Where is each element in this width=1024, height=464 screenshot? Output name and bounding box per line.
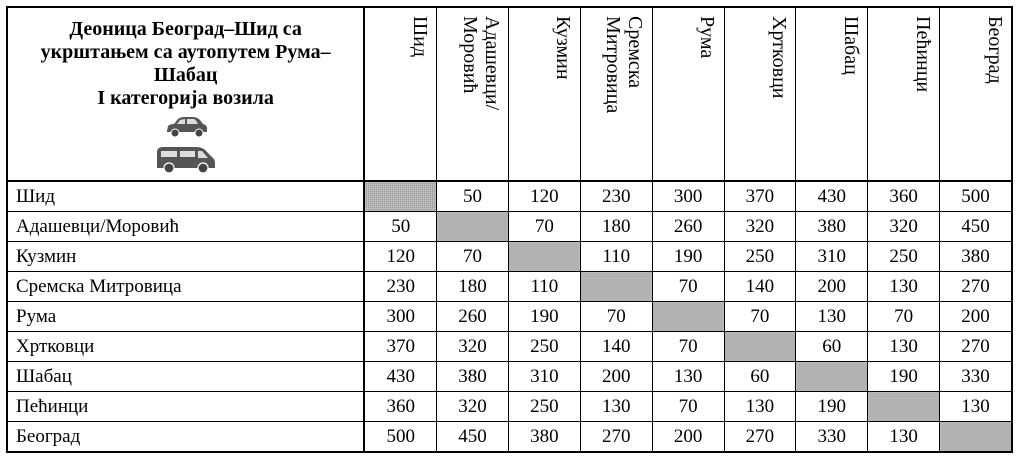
table-row — [7, 422, 1012, 453]
price-cell: 360 — [364, 392, 436, 422]
row-label: Пећинци — [7, 392, 364, 422]
price-cell: 250 — [724, 242, 796, 272]
table-title — [8, 8, 363, 110]
table-title-cell — [7, 7, 364, 181]
price-cell: 430 — [364, 362, 436, 392]
price-cell: 130 — [724, 392, 796, 422]
vehicle-icons — [8, 116, 363, 174]
column-header-label: Шид — [408, 16, 431, 58]
price-cell: 70 — [652, 272, 724, 302]
price-cell: 310 — [508, 362, 580, 392]
price-cell: 320 — [437, 332, 509, 362]
price-cell: 120 — [508, 181, 580, 212]
price-cell: 270 — [724, 422, 796, 453]
price-cell: 130 — [868, 422, 940, 453]
price-cell: 120 — [364, 242, 436, 272]
column-header-label: Кузмин — [552, 16, 575, 80]
price-cell: 50 — [364, 212, 436, 242]
row-label: Хртковци — [7, 332, 364, 362]
price-cell: 130 — [868, 272, 940, 302]
price-cell: 70 — [724, 302, 796, 332]
price-cell: 70 — [868, 302, 940, 332]
column-header — [508, 7, 580, 181]
price-cell: 250 — [868, 242, 940, 272]
column-header-label: Пећинци — [911, 16, 934, 93]
price-cell: 130 — [868, 332, 940, 362]
title-line: Деоница Београд–Шид са — [69, 18, 302, 40]
diagonal-blank-cell — [724, 332, 796, 362]
row-label: Београд — [7, 422, 364, 453]
price-cell: 320 — [868, 212, 940, 242]
table-row — [7, 302, 1012, 332]
column-header — [652, 7, 724, 181]
price-cell: 50 — [437, 181, 509, 212]
title-line: укрштањем са аутопутем Рума– — [40, 41, 331, 63]
column-header — [437, 7, 509, 181]
diagonal-blank-cell — [508, 242, 580, 272]
price-cell: 200 — [580, 362, 652, 392]
price-cell: 60 — [796, 332, 868, 362]
price-cell: 200 — [652, 422, 724, 453]
van-icon — [155, 144, 217, 174]
column-header — [580, 7, 652, 181]
price-cell: 380 — [796, 212, 868, 242]
row-label: Шид — [7, 181, 364, 212]
price-cell: 380 — [437, 362, 509, 392]
price-cell: 190 — [652, 242, 724, 272]
title-line: I категорија возила — [97, 87, 274, 109]
price-cell: 370 — [724, 181, 796, 212]
price-cell: 450 — [940, 212, 1012, 242]
price-cell: 140 — [724, 272, 796, 302]
column-header — [724, 7, 796, 181]
price-cell: 70 — [652, 392, 724, 422]
row-label: Сремска Митровица — [7, 272, 364, 302]
row-label: Адашевци/Моровић — [7, 212, 364, 242]
price-cell: 130 — [652, 362, 724, 392]
price-cell: 270 — [940, 332, 1012, 362]
table-row — [7, 181, 1012, 212]
price-cell: 70 — [437, 242, 509, 272]
diagonal-blank-cell — [868, 392, 940, 422]
title-line: Шабац — [153, 64, 218, 86]
price-cell: 250 — [508, 332, 580, 362]
price-cell: 180 — [437, 272, 509, 302]
diagonal-blank-cell — [364, 181, 436, 212]
price-cell: 500 — [940, 181, 1012, 212]
price-cell: 360 — [868, 181, 940, 212]
toll-table — [6, 6, 1013, 453]
price-cell: 380 — [940, 242, 1012, 272]
header-row — [7, 7, 1012, 181]
price-cell: 110 — [580, 242, 652, 272]
price-cell: 190 — [868, 362, 940, 392]
column-header-label: Адашевци/ Моровић — [458, 16, 503, 111]
table-row — [7, 332, 1012, 362]
price-cell: 270 — [580, 422, 652, 453]
diagonal-blank-cell — [796, 362, 868, 392]
price-cell: 130 — [580, 392, 652, 422]
price-cell: 270 — [940, 272, 1012, 302]
price-cell: 60 — [724, 362, 796, 392]
price-cell: 300 — [652, 181, 724, 212]
price-cell: 230 — [364, 272, 436, 302]
table-row — [7, 362, 1012, 392]
price-cell: 450 — [437, 422, 509, 453]
price-cell: 500 — [364, 422, 436, 453]
price-cell: 200 — [940, 302, 1012, 332]
price-cell: 430 — [796, 181, 868, 212]
table-row — [7, 392, 1012, 422]
price-cell: 330 — [940, 362, 1012, 392]
price-cell: 380 — [508, 422, 580, 453]
column-header-label: Рума — [696, 16, 719, 59]
price-cell: 310 — [796, 242, 868, 272]
price-cell: 320 — [437, 392, 509, 422]
diagonal-blank-cell — [580, 272, 652, 302]
price-cell: 190 — [796, 392, 868, 422]
price-cell: 140 — [580, 332, 652, 362]
table-row — [7, 242, 1012, 272]
price-cell: 110 — [508, 272, 580, 302]
price-cell: 300 — [364, 302, 436, 332]
column-header-label: Хртковци — [767, 16, 790, 99]
price-cell: 130 — [940, 392, 1012, 422]
car-icon — [163, 116, 209, 138]
table-row — [7, 272, 1012, 302]
price-cell: 370 — [364, 332, 436, 362]
price-cell: 230 — [580, 181, 652, 212]
price-cell: 190 — [508, 302, 580, 332]
price-cell: 260 — [652, 212, 724, 242]
price-cell: 200 — [796, 272, 868, 302]
price-cell: 70 — [508, 212, 580, 242]
row-label: Рума — [7, 302, 364, 332]
price-cell: 250 — [508, 392, 580, 422]
column-header-label: Сремска Митровица — [602, 16, 647, 114]
table-row — [7, 212, 1012, 242]
price-cell: 70 — [580, 302, 652, 332]
diagonal-blank-cell — [652, 302, 724, 332]
column-header-label: Београд — [983, 16, 1006, 84]
column-header — [364, 7, 436, 181]
diagonal-blank-cell — [437, 212, 509, 242]
row-label: Шабац — [7, 362, 364, 392]
price-cell: 70 — [652, 332, 724, 362]
price-cell: 260 — [437, 302, 509, 332]
price-cell: 130 — [796, 302, 868, 332]
table-body — [7, 181, 1012, 452]
row-label: Кузмин — [7, 242, 364, 272]
price-cell: 320 — [724, 212, 796, 242]
column-header — [940, 7, 1012, 181]
column-header — [796, 7, 868, 181]
diagonal-blank-cell — [940, 422, 1012, 453]
price-cell: 180 — [580, 212, 652, 242]
column-header-label: Шабац — [839, 16, 862, 75]
price-cell: 330 — [796, 422, 868, 453]
column-header — [868, 7, 940, 181]
